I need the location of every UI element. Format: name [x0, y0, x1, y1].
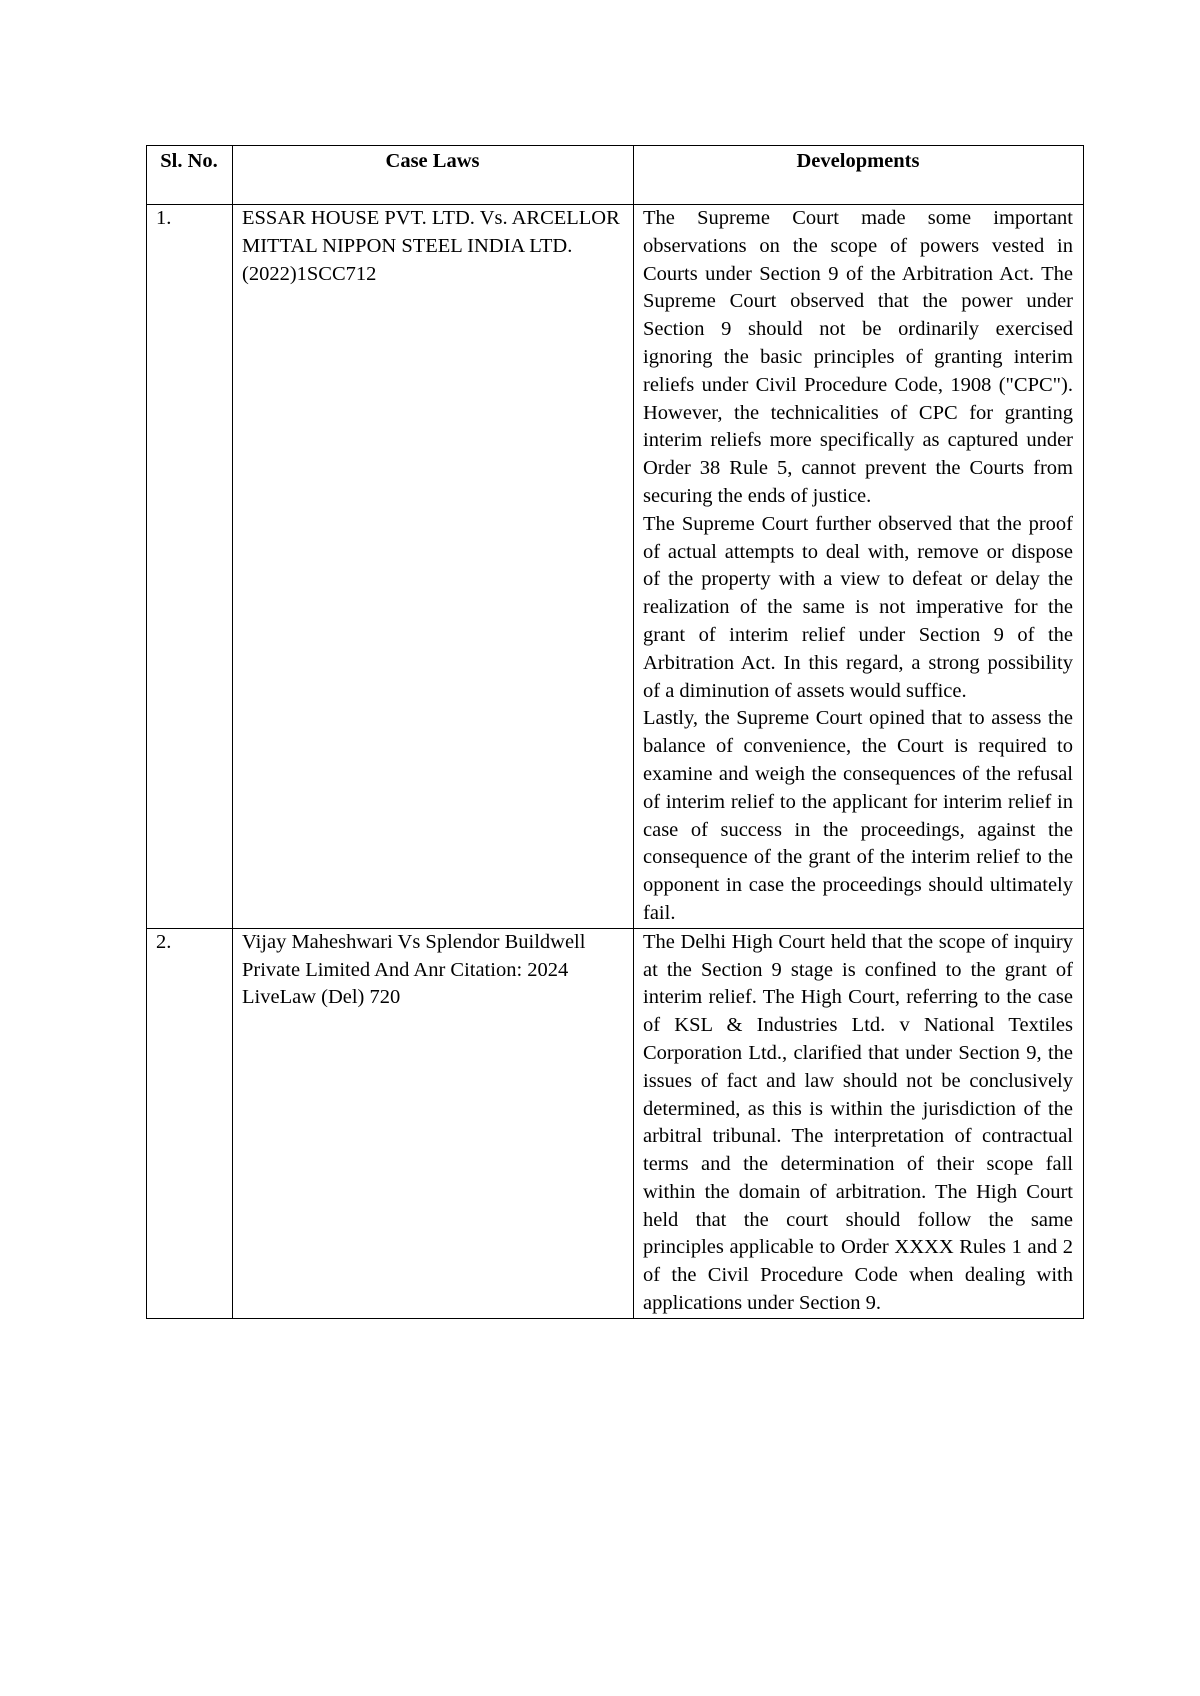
development-paragraph: The Supreme Court made some important observations on the scope of powers vested in Courts under Section 9 of the Arbitration Act. The Supreme Court observed that the power under Section 9 should not be ordinarily exercised ignoring the basic principles of granting interim reliefs under Civil Procedure Code, 1908 ("CPC"). However, the technicalities of CPC for granting interim reliefs more specifically as captured under Order 38 Rule 5, cannot prevent the Courts from securing the ends of justice. — [643, 207, 1073, 507]
header-developments: Developments — [634, 146, 1084, 205]
header-case-laws: Case Laws — [233, 146, 634, 205]
development-paragraph: Lastly, the Supreme Court opined that to assess the balance of convenience, the Court is required to examine and weigh the consequences of the refusal of interim relief to the applicant for interim relief in case of success in the proceedings, against the consequence of the grant of the interim relief to the opponent in case the proceedings should ultimately fail. — [643, 707, 1073, 924]
development-paragraph: The Delhi High Court held that the scope of inquiry at the Section 9 stage is confined to the grant of interim relief. The High Court, referring to the case of KSL & Industries Ltd. v National Textiles Corporation Ltd., clarified that under Section 9, the issues of fact and law should not be conclusively determined, as this is within the jurisdiction of the arbitral tribunal. The interpretation of contractual terms and the determination of their scope fall within the domain of arbitration. The High Court held that the court should follow the same principles applicable to Order XXXX Rules 1 and 2 of the Civil Procedure Code when dealing with applications under Section 9. — [643, 930, 1073, 1315]
table-header-row — [147, 146, 1084, 205]
development-paragraph: The Supreme Court further observed that the proof of actual attempts to deal with, remove or dispose of the property with a view to defeat or delay the realization of the same is not imperative for the grant of interim relief under Section 9 of the Arbitration Act. In this regard, a strong possibility of a diminution of assets would suffice. — [643, 512, 1073, 702]
case-laws-table — [146, 145, 1084, 1319]
row-sl-no: 1. — [147, 205, 233, 929]
header-sl-no: Sl. No. — [147, 146, 233, 205]
row-case-law: ESSAR HOUSE PVT. LTD. Vs. ARCELLOR MITTAL NIPPON STEEL INDIA LTD. (2022)1SCC712 — [233, 205, 634, 929]
row-case-law: Vijay Maheshwari Vs Splendor Buildwell Private Limited And Anr Citation: 2024 LiveLaw (Del) 720 — [233, 928, 634, 1318]
row-sl-no: 2. — [147, 928, 233, 1318]
table-row — [147, 928, 1084, 1318]
row-developments — [634, 928, 1084, 1318]
table-row — [147, 205, 1084, 929]
row-developments — [634, 205, 1084, 929]
